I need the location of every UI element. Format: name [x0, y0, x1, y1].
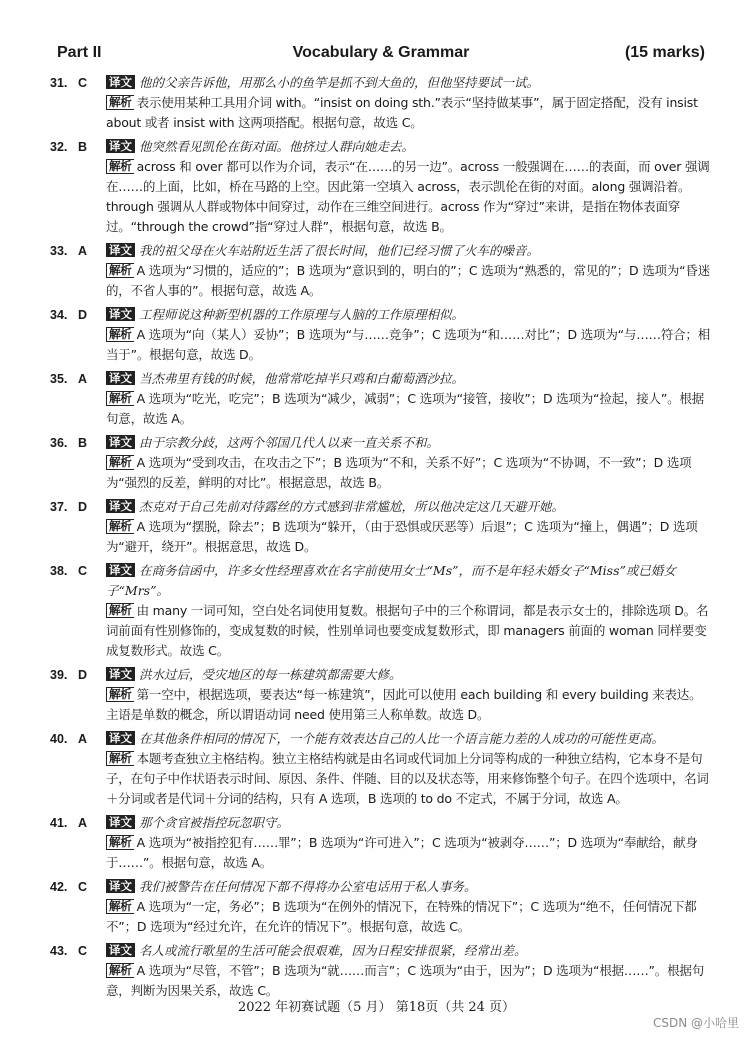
answer-letter: B	[78, 140, 88, 154]
explanation-body: A 选项为“吃光，吃完”；B 选项为“减少，减弱”；C 选项为“接管，接收”；D 选项为“捡起，接人”。根据句意，故选 A。	[106, 391, 704, 426]
explanation-text	[106, 685, 710, 725]
question-num: 32.	[50, 140, 68, 154]
answer-letter: C	[78, 944, 88, 958]
question-row	[50, 73, 710, 93]
translation-body: 他突然看见凯伦在街对面。他挤过人群向她走去。	[139, 139, 415, 154]
explanation-body: 由 many 一词可知，空白处名词使用复数。根据句子中的三个称谓词，都是表示女士的，排除选项 D。名词前面有性别修饰的，变成复数的时候，性别单词也要变成复数形式，即 managers 前面的 woman 同样要变成复数形式。故选 C。	[106, 603, 709, 658]
explanation-text	[106, 517, 710, 557]
translation-tag: 译文	[106, 943, 135, 957]
translation-tag: 译文	[106, 879, 135, 893]
explanation-body: 表示使用某种工具用介词 with。“insist on doing sth.”表示“坚持做某事”，属于固定搭配，没有 insist about 或者 insist with 这两项搭配。根据句意，故选 C。	[106, 95, 698, 130]
explanation-body: 本题考查独立主格结构。独立主格结构就是由名词或代词加上分词等构成的一种独立结构，它本身不是句子，在句子中作状语表示时间、原因、条件、伴随、目的以及状态等，用来修饰整个句子。在四个选项中，名词＋分词或者是代词＋分词的结构，只有 A 选项，B 选项的 to do 不定式，不属于分词，故选 A。	[106, 751, 709, 806]
explanation-tag: 解析	[106, 687, 134, 702]
explanation-tag: 解析	[106, 899, 134, 914]
explanation-body: A 选项为“向（某人）妥协”；B 选项为“与……竞争”；C 选项为“和……对比”；D 选项为“与……符合；相当于”。根据句意，故选 D。	[106, 327, 711, 362]
page-footer: 2022 年初赛试题（5 月） 第18页（共 24 页）	[237, 1000, 516, 1015]
question-num: 42.	[50, 880, 68, 894]
explanation-body: A 选项为“习惯的，适应的”；B 选项为“意识到的，明白的”；C 选项为“熟悉的，常见的”；D 选项为“昏迷的，不省人事的”。根据句意，故选 A。	[106, 263, 711, 298]
question-item	[50, 305, 710, 365]
answer-letter: A	[78, 816, 88, 830]
question-row	[50, 665, 710, 685]
question-number	[50, 877, 106, 897]
question-row	[50, 305, 710, 325]
translation-body: 杰克对于自己先前对待露丝的方式感到非常尴尬，所以他决定这几天避开她。	[139, 499, 565, 514]
answer-letter: A	[78, 732, 88, 746]
translation-body: 他的父亲告诉他，用那么小的鱼竿是抓不到大鱼的，但他坚持要试一试。	[139, 75, 540, 90]
translation-tag: 译文	[106, 307, 135, 321]
translation-tag: 译文	[106, 731, 135, 745]
question-row	[50, 729, 710, 749]
question-num: 34.	[50, 308, 68, 322]
translation-body: 我们被警告在任何情况下都不得将办公室电话用于私人事务。	[139, 879, 477, 894]
explanation-body: A 选项为“摆脱，除去”；B 选项为“躲开，（由于恐惧或厌恶等）后退”；C 选项为“撞上，偶遇”；D 选项为“避开，绕开”。根据意思，故选 D。	[106, 519, 698, 554]
question-number	[50, 941, 106, 961]
question-number	[50, 813, 106, 833]
translation-text	[106, 305, 710, 325]
question-item	[50, 813, 710, 873]
watermark: CSDN @小哈里	[652, 1016, 739, 1030]
explanation-tag: 解析	[106, 327, 134, 342]
translation-tag: 译文	[106, 75, 135, 89]
explanation-text	[106, 961, 710, 1001]
translation-text	[106, 73, 710, 93]
explanation-tag: 解析	[106, 159, 134, 174]
question-number	[50, 729, 106, 749]
translation-body: 当杰弗里有钱的时候，他常常吃掉半只鸡和白葡萄酒沙拉。	[139, 371, 465, 386]
question-item	[50, 561, 710, 661]
question-row	[50, 433, 710, 453]
marks-label: (15 marks)	[624, 44, 705, 61]
part-label: Part II	[57, 44, 102, 61]
question-row	[50, 497, 710, 517]
translation-tag: 译文	[106, 243, 135, 257]
question-item	[50, 369, 710, 429]
explanation-text	[106, 453, 710, 493]
explanation-body: across 和 over 都可以作为介词，表示“在……的另一边”。across 一般强调在……的表面，而 over 强调在……的上面，比如，桥在马路的上空。因此第一空填入 across，表示凯伦在街的对面。along 强调沿着。through 强调从人群或物体中间穿过，动作在三维空间进行。across 作为“穿过”来讲，是指在物体表面穿过。“through the crowd”指“穿过人群”，根据句意，故选 B。	[106, 159, 710, 234]
answer-list	[50, 73, 710, 1005]
answer-letter: C	[78, 880, 88, 894]
section-title: Vocabulary & Grammar	[292, 44, 470, 61]
explanation-tag: 解析	[106, 455, 134, 470]
explanation-text	[106, 833, 710, 873]
translation-text	[106, 877, 710, 897]
translation-text	[106, 433, 710, 453]
answer-letter: C	[78, 76, 88, 90]
translation-tag: 译文	[106, 499, 135, 513]
explanation-body: A 选项为“一定，务必”；B 选项为“在例外的情况下，在特殊的情况下”；C 选项为“绝不，任何情况下都不”；D 选项为“经过允许，在允许的情况下”。根据句意，故选 C。	[106, 899, 697, 934]
question-number	[50, 73, 106, 93]
explanation-body: A 选项为“受到攻击，在攻击之下”；B 选项为“不和，关系不好”；C 选项为“不协调，不一致”；D 选项为“强烈的反差，鲜明的对比”。根据意思，故选 B。	[106, 455, 692, 490]
translation-text	[106, 497, 710, 517]
question-item	[50, 433, 710, 493]
question-number	[50, 497, 106, 517]
answer-letter: C	[78, 564, 88, 578]
explanation-tag: 解析	[106, 391, 134, 406]
translation-body: 在商务信函中，许多女性经理喜欢在名字前使用女士“Ms”，而不是年轻未婚女子“Miss”或已婚女子“Mrs”。	[106, 563, 676, 598]
explanation-body: A 选项为“尽管，不管”；B 选项为“就……而言”；C 选项为“由于，因为”；D 选项为“根据……”。根据句意，判断为因果关系，故选 C。	[106, 963, 704, 998]
question-row	[50, 561, 710, 601]
explanation-tag: 解析	[106, 263, 134, 278]
question-row	[50, 369, 710, 389]
question-num: 36.	[50, 436, 68, 450]
question-row	[50, 137, 710, 157]
translation-tag: 译文	[106, 563, 135, 577]
question-item	[50, 941, 710, 1001]
translation-text	[106, 665, 710, 685]
explanation-tag: 解析	[106, 835, 134, 850]
translation-text	[106, 561, 710, 601]
question-number	[50, 241, 106, 261]
explanation-text	[106, 897, 710, 937]
question-number	[50, 137, 106, 157]
question-num: 41.	[50, 816, 68, 830]
translation-body: 由于宗教分歧，这两个邻国几代人以来一直关系不和。	[139, 435, 440, 450]
question-item	[50, 877, 710, 937]
explanation-text	[106, 93, 710, 133]
translation-body: 那个贪官被指控玩忽职守。	[139, 815, 290, 830]
explanation-text	[106, 325, 710, 365]
answer-letter: D	[78, 668, 88, 682]
question-row	[50, 241, 710, 261]
explanation-text	[106, 389, 710, 429]
question-number	[50, 305, 106, 325]
question-item	[50, 137, 710, 237]
translation-body: 洪水过后，受灾地区的每一栋建筑都需要大修。	[139, 667, 402, 682]
answer-letter: A	[78, 372, 88, 386]
question-num: 40.	[50, 732, 68, 746]
explanation-tag: 解析	[106, 95, 134, 110]
question-item	[50, 73, 710, 133]
question-number	[50, 433, 106, 453]
question-num: 39.	[50, 668, 68, 682]
question-num: 38.	[50, 564, 68, 578]
answer-letter: A	[78, 244, 88, 258]
translation-text	[106, 941, 710, 961]
explanation-text	[106, 601, 710, 661]
question-num: 33.	[50, 244, 68, 258]
translation-tag: 译文	[106, 435, 135, 449]
explanation-body: A 选项为“被指控犯有……罪”；B 选项为“许可进入”；C 选项为“被剥夺……”；D 选项为“奉献给，献身于……”。根据句意，故选 A。	[106, 835, 698, 870]
translation-text	[106, 729, 710, 749]
translation-tag: 译文	[106, 371, 135, 385]
translation-text	[106, 369, 710, 389]
question-num: 35.	[50, 372, 68, 386]
explanation-body: 第一空中，根据选项，要表达“每一栋建筑”，因此可以使用 each building 和 every building 来表达。主语是单数的概念，所以谓语动词 need 使用第三人称单数。故选 D。	[106, 687, 702, 722]
question-item	[50, 729, 710, 809]
question-row	[50, 877, 710, 897]
translation-tag: 译文	[106, 139, 135, 153]
question-number	[50, 369, 106, 389]
explanation-tag: 解析	[106, 603, 134, 618]
translation-text	[106, 137, 710, 157]
question-num: 43.	[50, 944, 68, 958]
translation-body: 名人或流行歌星的生活可能会很艰难，因为日程安排很紧，经常出差。	[139, 943, 527, 958]
explanation-tag: 解析	[106, 963, 134, 978]
answer-letter: D	[78, 500, 88, 514]
translation-text	[106, 241, 710, 261]
question-num: 31.	[50, 76, 68, 90]
question-item	[50, 665, 710, 725]
answer-letter: D	[78, 308, 88, 322]
translation-tag: 译文	[106, 815, 135, 829]
question-num: 37.	[50, 500, 68, 514]
question-number	[50, 561, 106, 581]
question-row	[50, 813, 710, 833]
question-row	[50, 941, 710, 961]
explanation-tag: 解析	[106, 751, 134, 766]
page-header	[57, 44, 705, 68]
translation-tag: 译文	[106, 667, 135, 681]
explanation-text	[106, 261, 710, 301]
explanation-text	[106, 157, 710, 237]
explanation-text	[106, 749, 710, 809]
translation-body: 我的祖父母在火车站附近生活了很长时间，他们已经习惯了火车的噪音。	[139, 243, 540, 258]
translation-body: 工程师说这种新型机器的工作原理与人脑的工作原理相似。	[139, 307, 465, 322]
question-item	[50, 241, 710, 301]
answer-letter: B	[78, 436, 88, 450]
question-item	[50, 497, 710, 557]
translation-text	[106, 813, 710, 833]
question-number	[50, 665, 106, 685]
explanation-tag: 解析	[106, 519, 134, 534]
translation-body: 在其他条件相同的情况下，一个能有效表达自己的人比一个语言能力差的人成功的可能性更高。	[139, 731, 665, 746]
